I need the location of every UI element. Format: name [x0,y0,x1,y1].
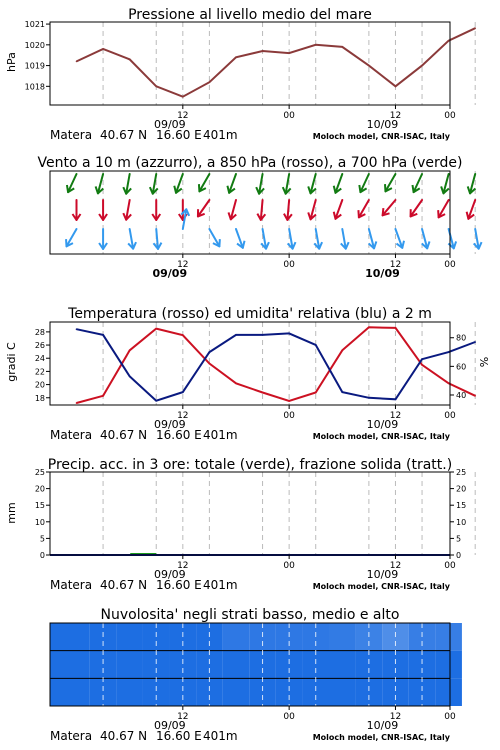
x-tick-label: 00 [444,111,456,121]
x-tick-label: 00 [283,111,295,121]
wind-title: Vento a 10 m (azzurro), a 850 hPa (rosso), a 700 hPa (verde) [37,155,463,171]
cloud-cell [329,651,356,679]
station-name: Matera [50,729,93,743]
y-tick-label: 25 [456,468,467,477]
station-lon: 16.60 E [156,128,202,142]
station-alt: 401m [203,428,238,442]
date-label: 10/09 [366,719,399,732]
data-point [182,334,184,336]
pressure-frame [50,22,450,105]
data-point [182,391,184,393]
precip-panel [5,457,475,592]
x-tick-label: 12 [389,260,402,270]
cloud-cell [435,623,462,651]
data-point [102,48,104,50]
data-point [76,61,78,63]
x-tick-label: 00 [283,260,295,270]
data-point [288,52,290,54]
cloud-cell [435,678,462,706]
date-label: 10/09 [366,418,399,431]
cloud-cell [223,651,250,679]
y-tick-label: 5 [39,534,45,544]
x-tick-label: 12 [177,111,189,121]
station-lon: 16.60 E [156,729,202,743]
cloud-cell [276,678,303,706]
cloud-cell [50,623,90,651]
data-point [474,395,476,397]
data-point [209,81,211,83]
y-tick-label: 20 [456,484,467,494]
pressure-panel [5,7,476,142]
data-point [368,326,370,328]
cloud-cell [223,678,250,706]
y-tick-label: 15 [456,501,467,511]
wind-panel [37,155,481,280]
x-tick-label: 00 [444,411,456,421]
model-credit: Moloch model, CNR-ISAC, Italy [312,582,450,591]
precip-ylabel: mm [5,502,18,524]
data-point [474,341,476,343]
precip-yticks [35,468,50,560]
data-point [262,392,264,394]
data-point [235,382,237,384]
data-point [342,46,344,48]
x-tick-label: 12 [389,411,402,421]
x-tick-label: 00 [283,712,295,722]
data-point [155,86,157,88]
station-name: Matera [50,578,93,592]
data-point [155,328,157,330]
temperature-title: Temperatura (rosso) ed umidita' relativa (blu) a 2 m [68,306,432,322]
humidity-ylabel: % [478,356,491,368]
station-alt: 401m [203,128,238,142]
data-point [76,328,78,330]
x-tick-label: 12 [389,712,402,722]
data-point [129,350,131,352]
model-credit: Moloch model, CNR-ISAC, Italy [312,432,450,441]
data-point [102,334,104,336]
x-tick-label: 00 [444,712,456,722]
date-label: 09/09 [153,719,186,732]
y-tick-label: 25 [34,468,45,477]
y-tick-label: 1018 [24,82,45,92]
x-tick-label: 00 [283,561,295,571]
data-point [342,350,344,352]
x-tick-label: 00 [283,411,295,421]
data-point [235,56,237,58]
data-point [421,358,423,360]
cloud-title: Nuvolosita' negli strati basso, medio e alto [100,607,400,623]
cloud-cell [196,678,223,706]
data-point [209,351,211,353]
model-credit: Moloch model, CNR-ISAC, Italy [312,733,450,742]
y-tick-label: 1020 [24,40,45,50]
wind-xaxis [152,254,455,280]
y-tick-label: 28 [34,327,45,337]
x-tick-label: 12 [177,411,189,421]
cloud-cells [50,623,462,706]
cloud-cell [50,651,90,679]
data-point [395,327,397,329]
temperature-panel [5,306,491,442]
wind-vectors [66,174,482,249]
data-point [129,59,131,61]
data-point [421,364,423,366]
data-point [315,44,317,46]
date-label: 09/09 [153,418,186,431]
y-tick-label: 10 [34,517,45,527]
data-point [448,351,450,353]
y-tick-label: 26 [34,341,45,351]
cloud-cell [409,678,436,706]
cloud-cell [143,678,170,706]
cloud-cell [382,678,409,706]
data-point [288,333,290,335]
data-point [421,65,423,67]
y-tick-label: 20 [34,484,45,494]
y-tick-label: 60 [456,362,467,372]
cloud-panel [50,607,475,743]
date-label: 10/09 [366,568,399,581]
pressure-grid [103,22,475,105]
y-tick-label: 0 [456,551,462,560]
station-lat: 40.67 N [100,128,148,142]
data-point [155,400,157,402]
precip-grid [103,472,475,555]
y-tick-label: 1021 [24,20,45,30]
station-alt: 401m [203,578,238,592]
station-lat: 40.67 N [100,578,148,592]
data-point [315,392,317,394]
date-label: 09/09 [153,568,186,581]
station-alt: 401m [203,729,238,743]
wind-grid [103,171,475,254]
data-point [76,402,78,404]
station-lon: 16.60 E [156,428,202,442]
data-point [368,65,370,67]
temperature-ylabel: gradi C [5,342,18,382]
cloud-cell [249,678,276,706]
date-label: 10/09 [366,118,399,131]
station-name: Matera [50,428,93,442]
x-tick-label: 12 [389,561,402,571]
cloud-cell [116,623,143,651]
data-point [448,40,450,42]
station-name: Matera [50,128,93,142]
pressure-title: Pressione al livello medio del mare [128,7,372,23]
date-label: 09/09 [152,267,188,280]
data-point [395,86,397,88]
x-tick-label: 12 [177,712,189,722]
station-lat: 40.67 N [100,729,148,743]
y-tick-label: 1019 [24,61,45,71]
data-point [315,344,317,346]
y-tick-label: 10 [456,517,467,527]
x-tick-label: 00 [444,561,456,571]
y-tick-label: 80 [456,333,467,343]
data-point [129,376,131,378]
date-label: 10/09 [365,267,400,280]
x-tick-label: 12 [177,260,189,270]
y-tick-label: 5 [456,534,462,544]
y-tick-label: 24 [34,354,45,364]
cloud-cell [329,678,356,706]
data-point [262,50,264,52]
data-point [102,395,104,397]
precip-yticks-right [450,468,466,560]
pressure-ylabel: hPa [5,52,18,72]
cloud-cell [90,678,117,706]
cloud-cell [50,678,90,706]
series-line-1 [77,329,476,401]
precip-title: Precip. acc. in 3 ore: totale (verde), frazione solida (tratt.) [47,457,453,473]
date-label: 09/09 [153,118,186,131]
data-point [474,27,476,29]
x-tick-label: 12 [389,111,402,121]
x-tick-label: 12 [177,561,189,571]
data-point [209,363,211,365]
data-point [235,334,237,336]
pressure-yticks [25,20,50,91]
data-point [448,382,450,384]
data-point [262,334,264,336]
cloud-cell [170,678,197,706]
precip-frame [50,472,450,555]
cloud-cell [356,678,383,706]
cloud-cell [116,678,143,706]
data-point [288,400,290,402]
temperature-yticks [35,328,50,403]
data-point [342,391,344,393]
model-credit: Moloch model, CNR-ISAC, Italy [312,132,450,141]
cloud-cell [223,623,250,651]
cloud-cell [435,651,462,679]
series-line-0 [77,28,476,97]
temperature-series [76,326,476,403]
pressure-series [76,27,476,97]
data-point [368,397,370,399]
y-tick-label: 18 [34,393,45,403]
station-lon: 16.60 E [156,578,202,592]
data-point [395,398,397,400]
y-tick-label: 20 [34,380,45,390]
cloud-cell [329,623,356,651]
data-point [182,96,184,98]
x-tick-label: 00 [444,260,456,270]
y-tick-label: 15 [34,501,45,511]
series-line-0 [77,327,476,403]
y-tick-label: 40 [456,390,467,400]
y-tick-label: 0 [39,551,45,560]
cloud-cell [302,678,329,706]
station-lat: 40.67 N [100,428,148,442]
cloud-cell [116,651,143,679]
y-tick-label: 22 [34,367,45,377]
